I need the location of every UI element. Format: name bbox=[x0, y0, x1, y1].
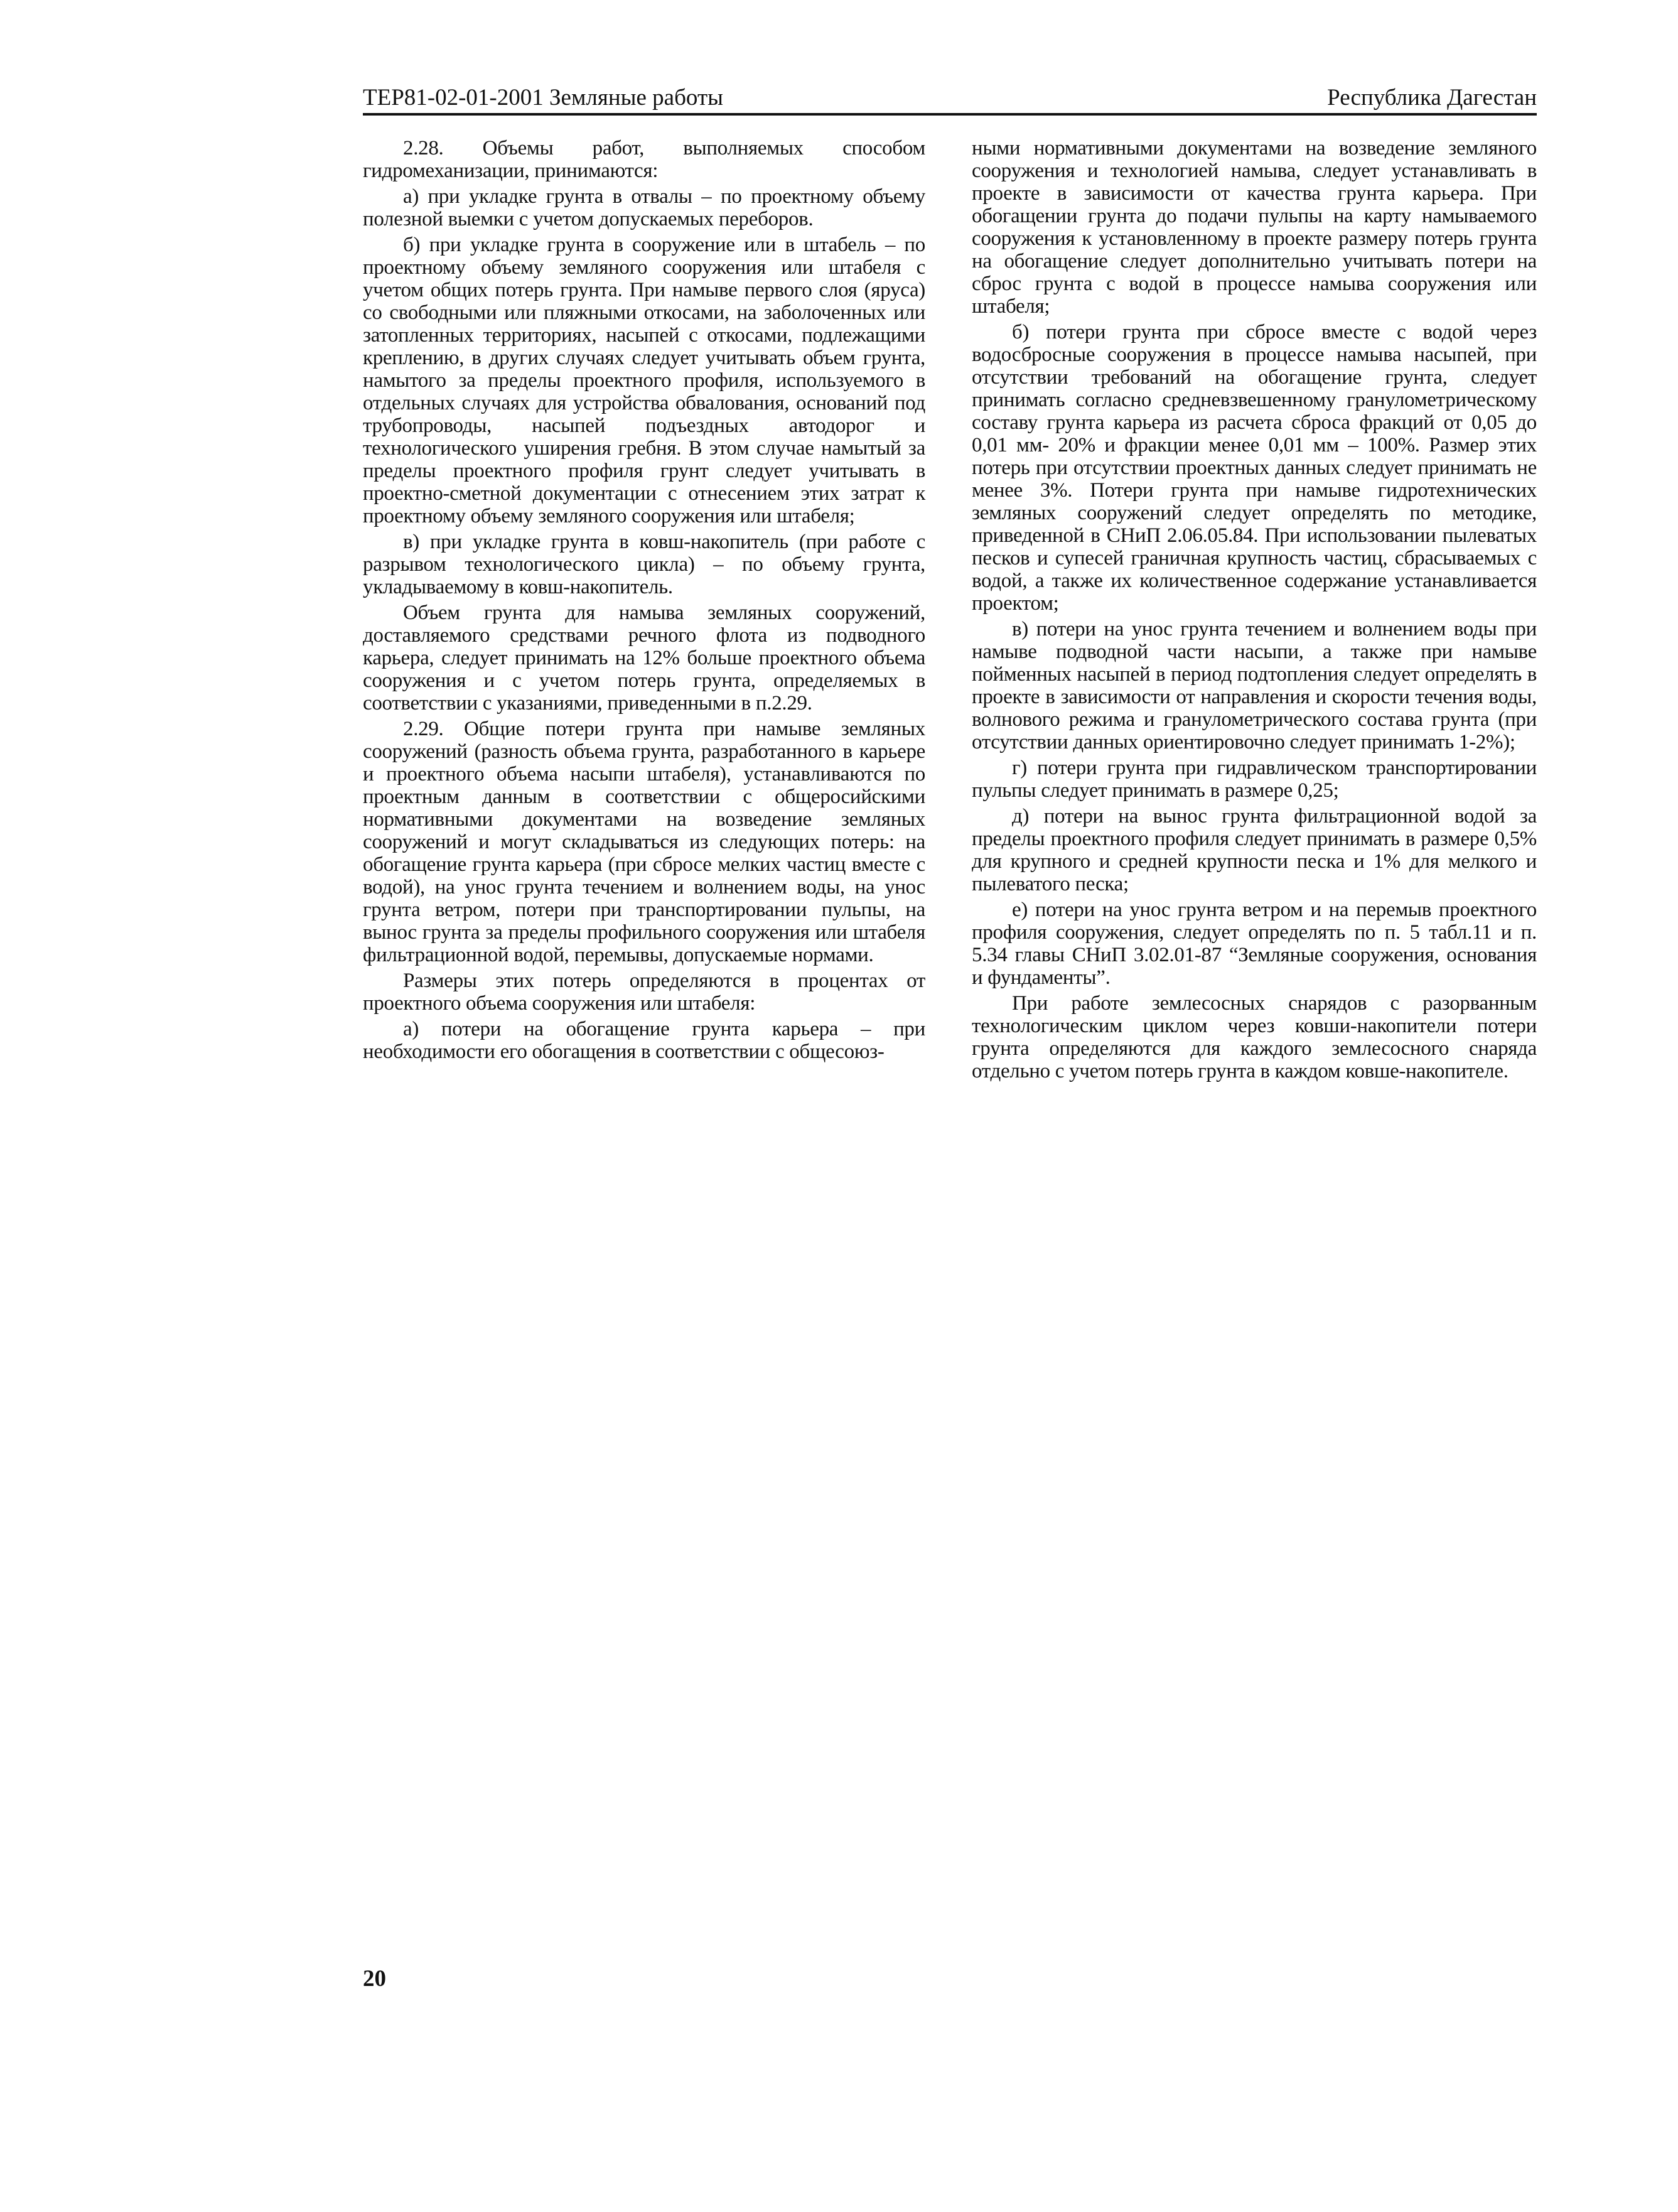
paragraph: е) потери на унос грунта ветром и на перемыв проектного профиля сооружения, следует определять по п. 5 табл.11 и п. 5.34 главы СНиП 3.02.01-87 “Земляные сооружения, основания и фундаменты”. bbox=[972, 898, 1537, 989]
paragraph: б) при укладке грунта в сооружение или в штабель – по проектному объему земляного сооружения или штабеля с учетом общих потерь грунта. При намыве первого слоя (яруса) со свободными или пляжными откосами, на заболоченных или затопленных территориях, насыпей с откосами, подлежащими креплению, в других случаях следует учитывать объем грунта, намытого за пределы проектного профиля, используемого в отдельных случаях для устройства обвалования, оснований под трубопроводы, насыпей подъездных автодорог и технологического уширения гребня. В этом случае намытый за пределы проектного профиля грунт следует учитывать в проектно-сметной документации с отнесением этих затрат к проектному объему земляного сооружения или штабеля; bbox=[363, 234, 925, 527]
paragraph: 2.28. Объемы работ, выполняемых способом гидромеханизации, принимаются: bbox=[363, 137, 925, 182]
paragraph: д) потери на вынос грунта фильтрационной водой за пределы проектного профиля следует принимать в размере 0,5% для крупного и средней крупности песка и 1% для мелкого и пылеватого песка; bbox=[972, 805, 1537, 895]
right-column bbox=[972, 137, 1537, 1086]
paragraph: Размеры этих потерь определяются в процентах от проектного объема сооружения или штабеля: bbox=[363, 969, 925, 1015]
page-number: 20 bbox=[363, 1966, 386, 1992]
paragraph: 2.29. Общие потери грунта при намыве земляных сооружений (разность объема грунта, разработанного в карьере и проектного объема насыпи штабеля), устанавливаются по проектным данным в соответствии с общеросийскими нормативными документами на возведение земляных сооружений и могут складываться из следующих потерь: на обогащение грунта карьера (при сбросе мелких частиц вместе с водой), на унос грунта течением и волнением воды, на унос грунта ветром, потери при транспортировании пульпы, на вынос грунта за пределы профильного сооружения или штабеля фильтрационной водой, перемывы, допускаемые нормами. bbox=[363, 718, 925, 966]
paragraph: Объем грунта для намыва земляных сооружений, доставляемого средствами речного флота из подводного карьера, следует принимать на 12% больше проектного объема сооружения и с учетом потерь грунта, определяемых в соответствии с указаниями, приведенными в п.2.29. bbox=[363, 602, 925, 715]
paragraph-continuation: ными нормативными документами на возведение земляного сооружения и технологией намыва, следует устанавливать в проекте в зависимости от качества грунта карьера. При обогащении грунта до подачи пульпы на карту намываемого сооружения к установленному в проекте размеру потерь грунта на обогащение следует дополнительно учитывать потери на сброс грунта с водой в процессе намыва сооружения или штабеля; bbox=[972, 137, 1537, 318]
paragraph: а) потери на обогащение грунта карьера – при необходимости его обогащения в соответствии с общесоюз- bbox=[363, 1018, 925, 1063]
page-header bbox=[363, 83, 1537, 116]
document-code-title: ТЕР81-02-01-2001 Земляные работы bbox=[363, 85, 723, 111]
left-column bbox=[363, 137, 925, 1066]
paragraph: При работе землесосных снарядов с разорванным технологическим циклом через ковши-накопители потери грунта определяются для каждого землесосного снаряда отдельно с учетом потерь грунта в каждом ковше-накопителе. bbox=[972, 992, 1537, 1082]
region-name: Республика Дагестан bbox=[1327, 85, 1537, 111]
paragraph: б) потери грунта при сбросе вместе с водой через водосбросные сооружения в процессе намыва насыпей, при отсутствии требований на обогащение грунта, следует принимать согласно средневзвешенному гранулометрическому составу грунта карьера из расчета сброса фракций от 0,05 до 0,01 мм- 20% и фракции менее 0,01 мм – 100%. Размер этих потерь при отсутствии проектных данных следует принимать не менее 3%. Потери грунта при намыве гидротехнических земляных сооружений следует определять по методике, приведенной в СНиП 2.06.05.84. При использовании пылеватых песков и супесей граничная крупность частиц, сбрасываемых с водой, а также их количественное содержание устанавливается проектом; bbox=[972, 321, 1537, 615]
paragraph: г) потери грунта при гидравлическом транспортировании пульпы следует принимать в размере 0,25; bbox=[972, 757, 1537, 802]
paragraph: в) потери на унос грунта течением и волнением воды при намыве подводной части насыпи, а также при намыве пойменных насыпей в период подтопления следует определять в проекте в зависимости от направления и скорости течения воды, волнового режима и гранулометрического состава грунта (при отсутствии данных ориентировочно следует принимать 1-2%); bbox=[972, 618, 1537, 753]
paragraph: а) при укладке грунта в отвалы – по проектному объему полезной выемки с учетом допускаемых переборов. bbox=[363, 185, 925, 230]
paragraph: в) при укладке грунта в ковш-накопитель (при работе с разрывом технологического цикла) – по объему грунта, укладываемому в ковш-накопитель. bbox=[363, 531, 925, 598]
